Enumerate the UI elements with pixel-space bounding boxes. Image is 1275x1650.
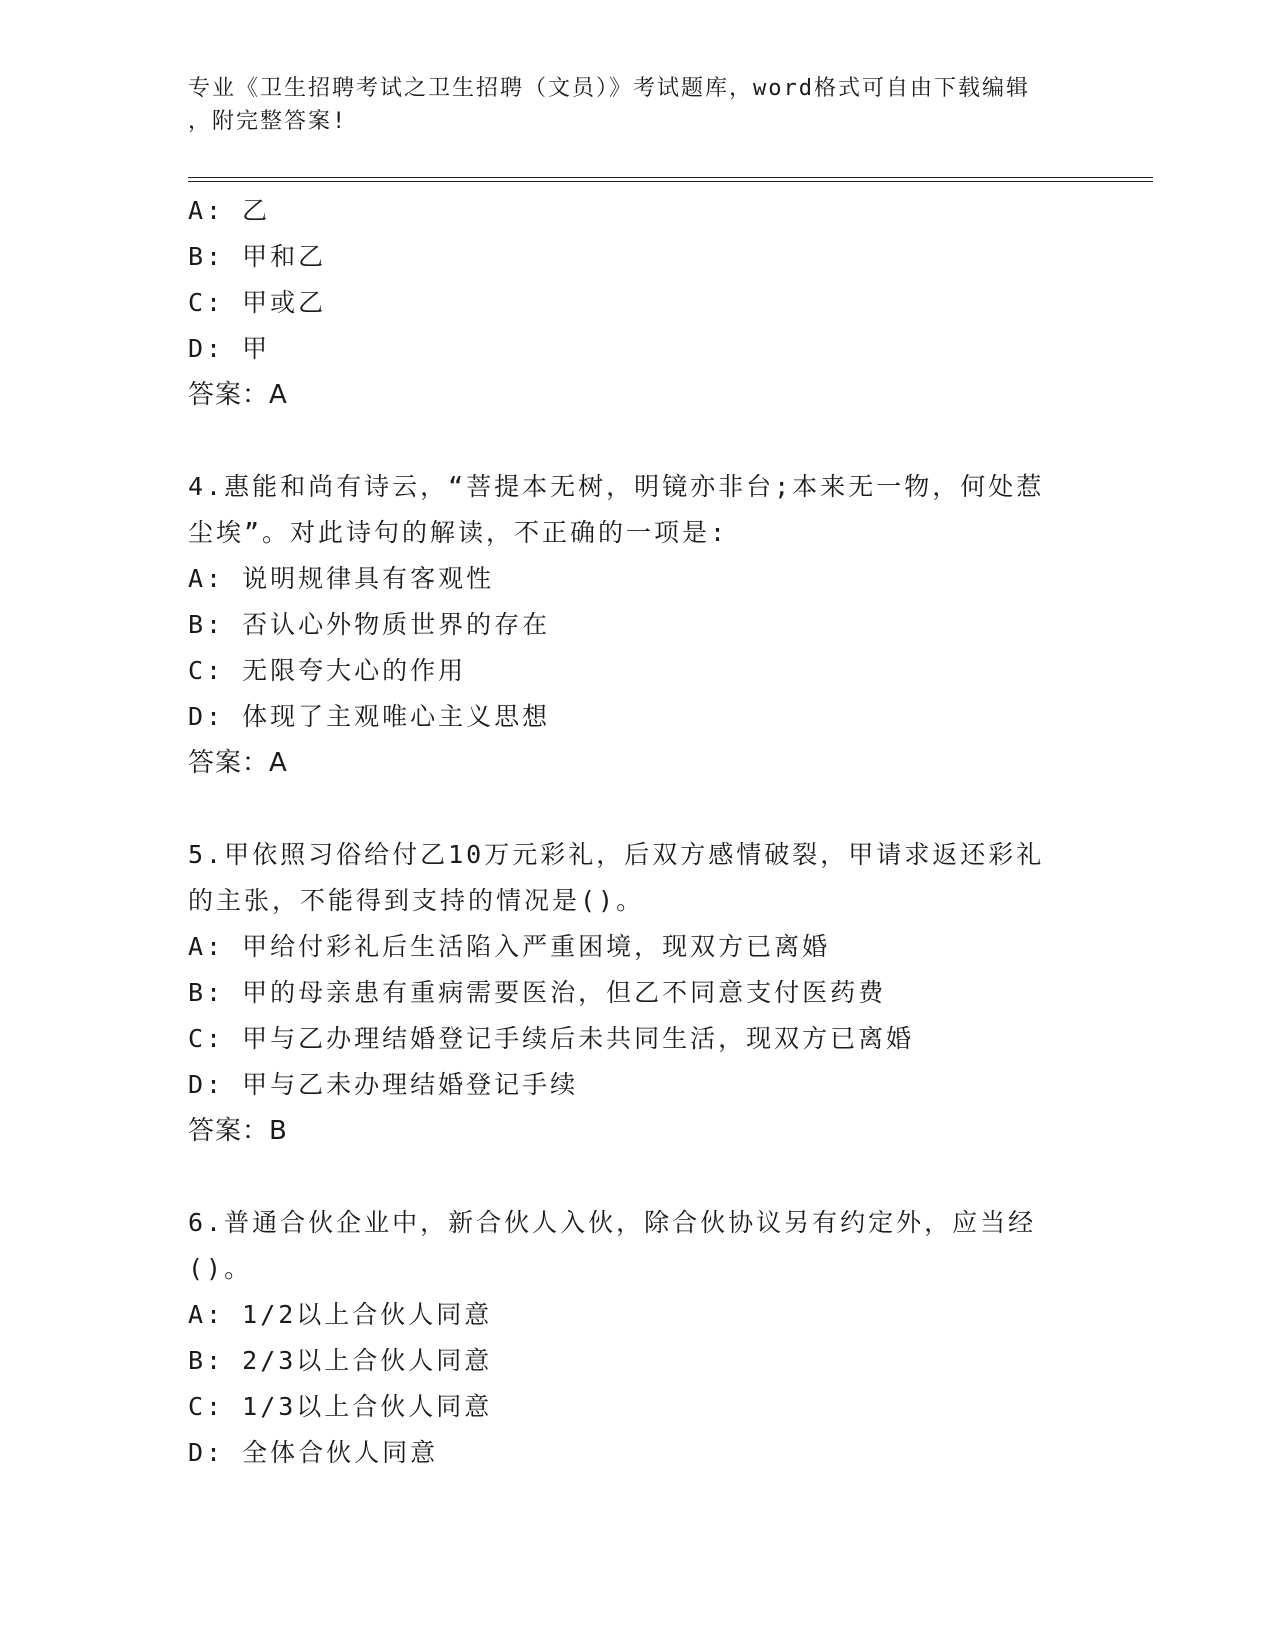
header-line-1: 专业《卫生招聘考试之卫生招聘（文员）》考试题库，word格式可自由下载编辑 — [188, 76, 1030, 101]
question-4 — [188, 464, 1088, 786]
option-b: B: 2/3以上合伙人同意 — [188, 1346, 493, 1375]
answer-line — [188, 1108, 1088, 1154]
answer-value: A — [269, 380, 288, 410]
question-6 — [188, 1200, 1088, 1476]
option-a: A: 甲给付彩礼后生活陷入严重困境，现双方已离婚 — [188, 932, 831, 961]
option-d: D: 全体合伙人同意 — [188, 1438, 439, 1467]
option-c: C: 甲与乙办理结婚登记手续后未共同生活，现双方已离婚 — [188, 1024, 915, 1053]
option-a: A: 乙 — [188, 196, 271, 225]
option-b: B: 甲的母亲患有重病需要医治，但乙不同意支付医药费 — [188, 978, 887, 1007]
header-divider-bottom — [188, 181, 1153, 182]
header-divider-top — [188, 177, 1153, 178]
answer-value: A — [269, 748, 288, 778]
question-stem-line-1: 4.惠能和尚有诗云，“菩提本无树，明镜亦非台;本来无一物，何处惹 — [188, 472, 1045, 501]
question-list — [188, 188, 1088, 1476]
spacer — [188, 786, 1088, 832]
option-b: B: 否认心外物质世界的存在 — [188, 610, 551, 639]
option-c: C: 无限夸大心的作用 — [188, 656, 467, 685]
option-c: C: 1/3以上合伙人同意 — [188, 1392, 493, 1421]
question-stem-line-2: 尘埃”。对此诗句的解读，不正确的一项是: — [188, 518, 729, 547]
question-stem-line-1: 5.甲依照习俗给付乙10万元彩礼，后双方感情破裂，甲请求返还彩礼 — [188, 840, 1045, 869]
question-stem-line-2: 的主张，不能得到支持的情况是()。 — [188, 886, 645, 915]
answer-label: 答案： — [188, 748, 270, 778]
question-stem-line-1: 6.普通合伙企业中，新合伙人入伙，除合伙协议另有约定外，应当经 — [188, 1208, 1037, 1237]
answer-label: 答案： — [188, 380, 270, 410]
question-stem-line-2: ()。 — [188, 1254, 253, 1283]
question-5 — [188, 832, 1088, 1154]
answer-line — [188, 372, 1088, 418]
option-d: D: 甲 — [188, 334, 271, 363]
option-b: B: 甲和乙 — [188, 242, 327, 271]
option-c: C: 甲或乙 — [188, 288, 327, 317]
spacer — [188, 1154, 1088, 1200]
answer-line — [188, 740, 1088, 786]
option-a: A: 1/2以上合伙人同意 — [188, 1300, 493, 1329]
option-d: D: 体现了主观唯心主义思想 — [188, 702, 551, 731]
question-3-continued — [188, 188, 1088, 418]
document-header — [188, 72, 1068, 138]
answer-value: B — [269, 1116, 288, 1146]
answer-label: 答案： — [188, 1116, 270, 1146]
option-a: A: 说明规律具有客观性 — [188, 564, 495, 593]
option-d: D: 甲与乙未办理结婚登记手续 — [188, 1070, 579, 1099]
header-line-2: ，附完整答案! — [188, 109, 348, 134]
spacer — [188, 418, 1088, 464]
